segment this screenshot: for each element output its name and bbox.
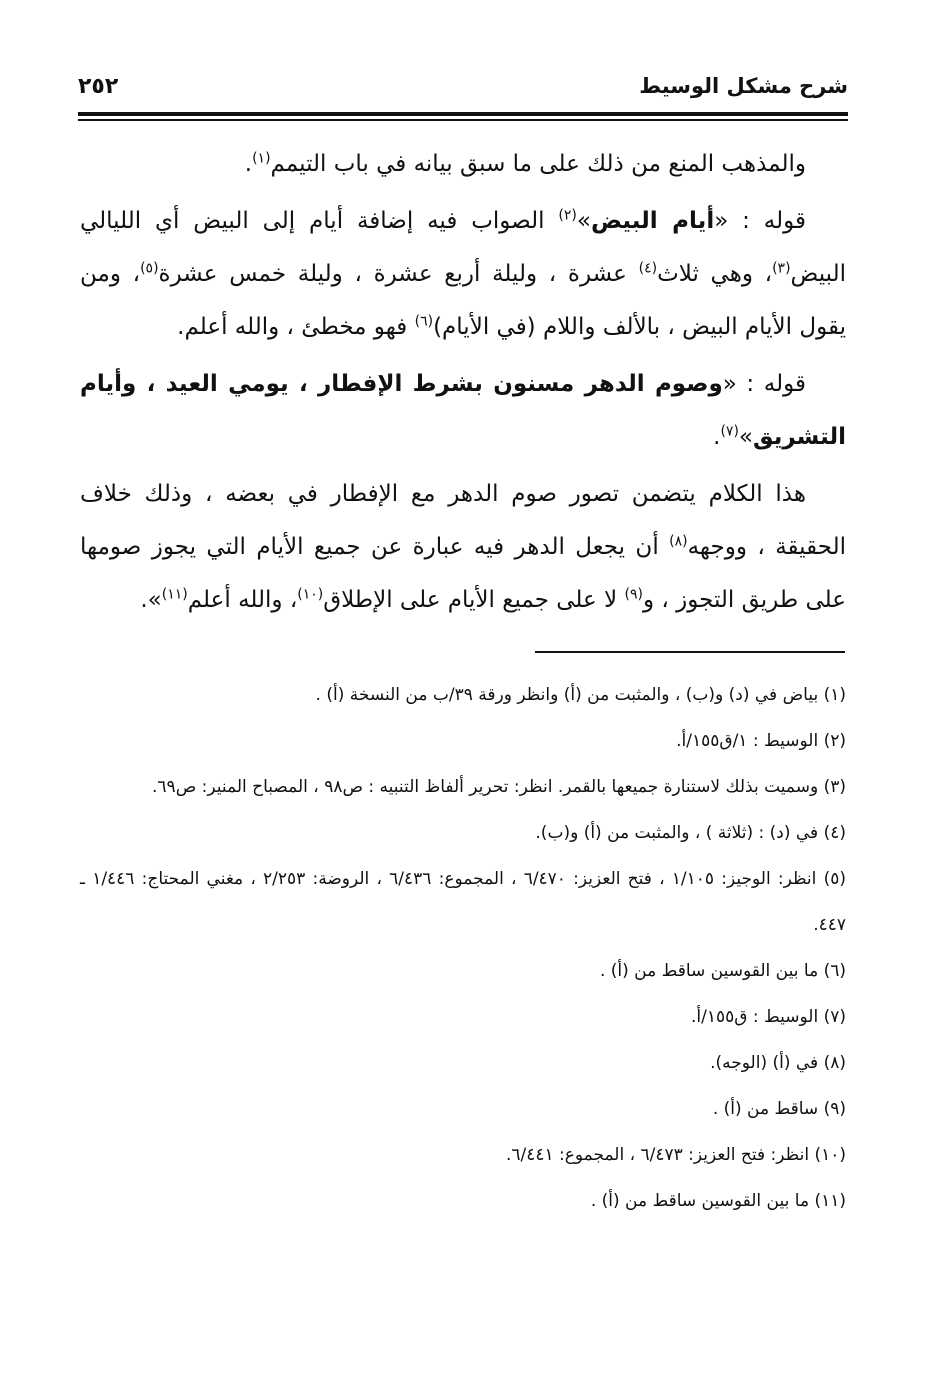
- footnote-6: (٦) ما بين القوسين ساقط من (أ) .: [599, 961, 846, 981]
- paragraph-3: [80, 358, 846, 464]
- paragraph-2-quote-end: »: [576, 208, 591, 234]
- footnote-10: (١٠) انظر: فتح العزيز: ٦/٤٧٣ ، المجموع: ٦/٤٤١.: [505, 1145, 846, 1165]
- paragraph-4-s4: ، والله أعلم: [187, 587, 298, 613]
- footnote-ref-4[interactable]: (٤): [638, 260, 658, 277]
- footnote-ref-8[interactable]: (٨): [669, 533, 688, 550]
- footnote-5: (٥) انظر: الوجيز: ١/١٠٥ ، فتح العزيز: ٦/٤٧٠ ، المجموع: ٦/٤٣٦ ، الروضة: ٢/٢٥٣ ، مغني المحتاج: ١/٤٤٦ ـ ٤٤٧.: [80, 869, 846, 935]
- quoted-term-sawm-al-dahr: وصوم الدهر مسنون بشرط الإفطار ، يومي العيد ، وأيام التشريق: [80, 371, 846, 450]
- footnote-3: (٣) وسميت بذلك لاستنارة جميعها بالقمر. انظر: تحرير ألفاظ التنبيه : ص٩٨ ، المصباح المنير: ص٦٩.: [152, 777, 846, 797]
- footnote-4: (٤) في (د) : (ثلاثة ) ، والمثبت من (أ) و(ب).: [535, 823, 846, 843]
- paragraph-1-end: .: [244, 151, 253, 177]
- paragraph-2-s3: عشرة ، وليلة أربع عشرة ، وليلة خمس عشرة: [158, 261, 639, 287]
- footnote-2: (٢) الوسيط : ١/ق١٥٥/أ.: [676, 731, 846, 751]
- footnote-7: (٧) الوسيط : ق١٥٥/أ.: [690, 1007, 846, 1027]
- paragraph-2-s1: الصواب فيه إضافة أيام إلى البيض أي الليالي البيض: [80, 208, 847, 287]
- paragraph-4-end: ».: [140, 587, 162, 613]
- footnote-ref-1[interactable]: (١): [252, 150, 271, 167]
- header-rule-thick: [78, 112, 848, 116]
- footnote-ref-6[interactable]: (٦): [414, 313, 434, 330]
- footnote-ref-5[interactable]: (٥): [140, 260, 159, 277]
- footnote-ref-11[interactable]: (١١): [161, 586, 188, 603]
- footnote-ref-7[interactable]: (٧): [720, 423, 739, 440]
- paragraph-4: [80, 468, 846, 627]
- footnote-ref-9[interactable]: (٩): [624, 586, 643, 603]
- paragraph-4-s2: أن يجعل الدهر فيه عبارة عن جميع الأيام التي يجوز صومها على طريق التجوز ، و: [80, 534, 846, 613]
- header-rule-thin: [78, 119, 848, 121]
- footnotes: [80, 672, 846, 1224]
- quoted-term-ayyam-al-bid: أيام البيض: [590, 208, 715, 234]
- paragraph-3-quote-end: »: [738, 424, 753, 450]
- footnote-ref-3[interactable]: (٣): [772, 260, 791, 277]
- paragraph-4-s1: هذا الكلام يتضمن تصور صوم الدهر مع الإفطار في بعضه ، وذلك خلاف الحقيقة ، ووجهه: [80, 481, 846, 560]
- footnote-ref-2[interactable]: (٢): [558, 207, 577, 224]
- paragraph-1: [80, 138, 846, 191]
- paragraph-1-text: والمذهب المنع من ذلك على ما سبق بيانه في باب التيمم: [270, 151, 806, 177]
- running-title: شرح مشكل الوسيط: [639, 74, 848, 98]
- footnote-11: (١١) ما بين القوسين ساقط من (أ) .: [590, 1191, 846, 1211]
- footnote-ref-10[interactable]: (١٠): [297, 586, 324, 603]
- paragraph-2-s5: فهو مخطئ ، والله أعلم.: [177, 314, 415, 340]
- page-number: ٢٥٢: [78, 74, 119, 99]
- footnote-1: (١) بياض في (د) و(ب) ، والمثبت من (أ) وانظر ورقة ٣٩/ب من النسخة (أ) .: [315, 685, 846, 705]
- paragraph-3-lead: قوله : «: [722, 371, 806, 397]
- page-header: [78, 70, 848, 114]
- paragraph-2-s2: ، وهي ثلاث: [657, 261, 773, 287]
- paragraph-2: [80, 195, 846, 354]
- footnote-8: (٨) في (أ) (الوجه).: [710, 1053, 846, 1073]
- footnote-9: (٩) ساقط من (أ) .: [712, 1099, 846, 1119]
- paragraph-2-s4: ، ومن يقول الأيام البيض ، بالألف واللام (في الأيام): [80, 261, 846, 340]
- paragraph-2-lead: قوله : «: [714, 208, 806, 234]
- footnote-separator: [535, 651, 845, 653]
- paragraph-4-s3: لا على جميع الأيام على الإطلاق: [323, 587, 625, 613]
- paragraph-3-end: .: [713, 424, 721, 450]
- main-text: [80, 138, 846, 627]
